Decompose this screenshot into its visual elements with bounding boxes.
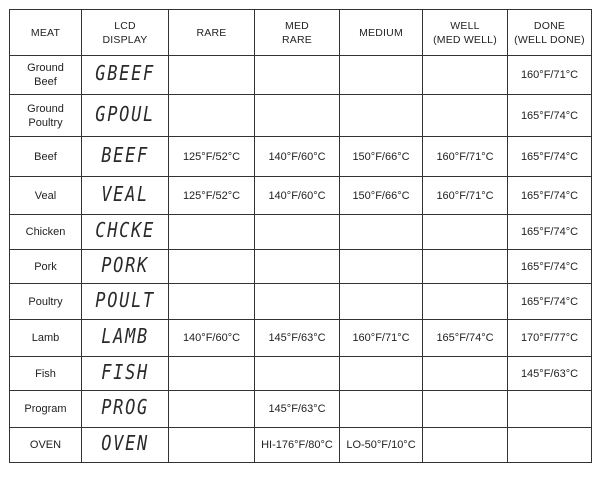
header-line: RARE [282,33,312,46]
lcd-cell [82,137,169,177]
meat-cell [10,95,82,137]
cooking-temperature-table [9,9,592,463]
medium-cell [340,284,423,320]
medium-cell [340,250,423,284]
done-cell: 165°F/74°C [508,215,592,250]
header-line: MED [285,19,309,32]
medium-cell [340,215,423,250]
done-cell: 145°F/63°C [508,357,592,391]
lcd-cell [82,357,169,391]
rare-cell [169,56,255,95]
meat-cell [10,428,82,463]
table-row [10,320,592,357]
meat-cell [10,391,82,428]
rare-cell [169,428,255,463]
med-rare-cell [255,250,340,284]
header-line: (MED WELL) [433,33,497,46]
well-cell [423,284,508,320]
med-rare-cell: 140°F/60°C [255,177,340,215]
header-well [423,10,508,56]
well-cell: 165°F/74°C [423,320,508,357]
lcd-cell [82,177,169,215]
lcd-display-text: GPOUL [95,101,155,126]
header-line: DONE [533,19,566,32]
header-line: WELL [450,19,480,32]
table-row [10,177,592,215]
done-cell [508,428,592,463]
well-cell [423,428,508,463]
meat-label-line: Program [24,403,67,415]
meat-label-line: Beef [34,150,57,163]
lcd-display-text: VEAL [101,181,149,206]
header-medium [340,10,423,56]
meat-label-line: OVEN [29,439,62,451]
header-lcd-display [82,10,169,56]
meat-cell [10,137,82,177]
meat-label-line: Lamb [31,332,60,344]
medium-cell [340,357,423,391]
rare-cell: 125°F/52°C [169,137,255,177]
well-cell [423,95,508,137]
table-row [10,56,592,95]
meat-cell [10,320,82,357]
well-cell: 160°F/71°C [423,137,508,177]
header-done [508,10,592,56]
lcd-display-text: FISH [101,359,149,384]
done-cell: 170°F/77°C [508,320,592,357]
header-meat [10,10,82,56]
table-row [10,250,592,284]
done-cell: 165°F/74°C [508,284,592,320]
medium-cell: LO-50°F/10°C [340,428,423,463]
meat-label-line: Pork [34,260,57,273]
meat-cell [10,56,82,95]
lcd-cell [82,95,169,137]
header-line: MEAT [30,26,61,39]
header-line: LCD [114,19,136,32]
lcd-cell [82,391,169,428]
med-rare-cell [255,357,340,391]
done-cell: 160°F/71°C [508,56,592,95]
med-rare-cell: 145°F/63°C [255,320,340,357]
meat-label-line: Fish [35,367,56,380]
rare-cell [169,357,255,391]
meat-label-line: Ground [27,62,64,74]
header-rare [169,10,255,56]
lcd-cell [82,320,169,357]
med-rare-cell: HI-176°F/80°C [255,428,340,463]
lcd-display-text: PROG [101,395,149,419]
table-header-row [10,10,592,56]
med-rare-cell [255,215,340,250]
done-cell: 165°F/74°C [508,137,592,177]
lcd-display-text: LAMB [101,324,149,348]
well-cell [423,250,508,284]
lcd-cell [82,428,169,463]
meat-cell [10,357,82,391]
well-cell: 160°F/71°C [423,177,508,215]
rare-cell [169,284,255,320]
table-row [10,428,592,463]
medium-cell [340,95,423,137]
header-med-rare [255,10,340,56]
table-row [10,137,592,177]
well-cell [423,391,508,428]
rare-cell [169,391,255,428]
medium-cell: 150°F/66°C [340,137,423,177]
rare-cell [169,250,255,284]
med-rare-cell [255,284,340,320]
med-rare-cell: 140°F/60°C [255,137,340,177]
header-line: (WELL DONE) [514,33,585,46]
meat-cell [10,250,82,284]
medium-cell [340,56,423,95]
table-row [10,215,592,250]
lcd-display-text: PORK [101,252,149,277]
rare-cell [169,215,255,250]
meat-label-line: Poultry [28,295,63,308]
table-row [10,357,592,391]
done-cell [508,391,592,428]
done-cell: 165°F/74°C [508,177,592,215]
header-line: DISPLAY [102,33,148,46]
lcd-display-text: POULT [95,287,155,312]
well-cell [423,215,508,250]
meat-cell [10,215,82,250]
med-rare-cell: 145°F/63°C [255,391,340,428]
meat-cell [10,284,82,320]
medium-cell [340,391,423,428]
rare-cell: 140°F/60°C [169,320,255,357]
well-cell [423,357,508,391]
meat-label-line: Veal [34,189,57,202]
med-rare-cell [255,56,340,95]
lcd-display-text: BEEF [101,142,149,167]
done-cell: 165°F/74°C [508,95,592,137]
med-rare-cell [255,95,340,137]
rare-cell [169,95,255,137]
well-cell [423,56,508,95]
lcd-display-text: GBEEF [95,61,155,85]
meat-label-line: Chicken [25,226,66,238]
rare-cell: 125°F/52°C [169,177,255,215]
meat-label-line: Beef [34,76,57,88]
lcd-cell [82,284,169,320]
lcd-display-text: OVEN [101,431,149,455]
meat-label-line: Ground [27,102,64,115]
lcd-cell [82,56,169,95]
header-line: RARE [196,26,227,39]
lcd-cell [82,215,169,250]
header-line: MEDIUM [359,26,403,39]
table-row [10,95,592,137]
medium-cell: 150°F/66°C [340,177,423,215]
lcd-cell [82,250,169,284]
cooking-temperature-table-wrapper [9,9,592,463]
done-cell: 165°F/74°C [508,250,592,284]
meat-cell [10,177,82,215]
table-row [10,284,592,320]
table-row [10,391,592,428]
lcd-display-text: CHCKE [95,218,155,242]
meat-label-line: Poultry [28,116,63,129]
medium-cell: 160°F/71°C [340,320,423,357]
